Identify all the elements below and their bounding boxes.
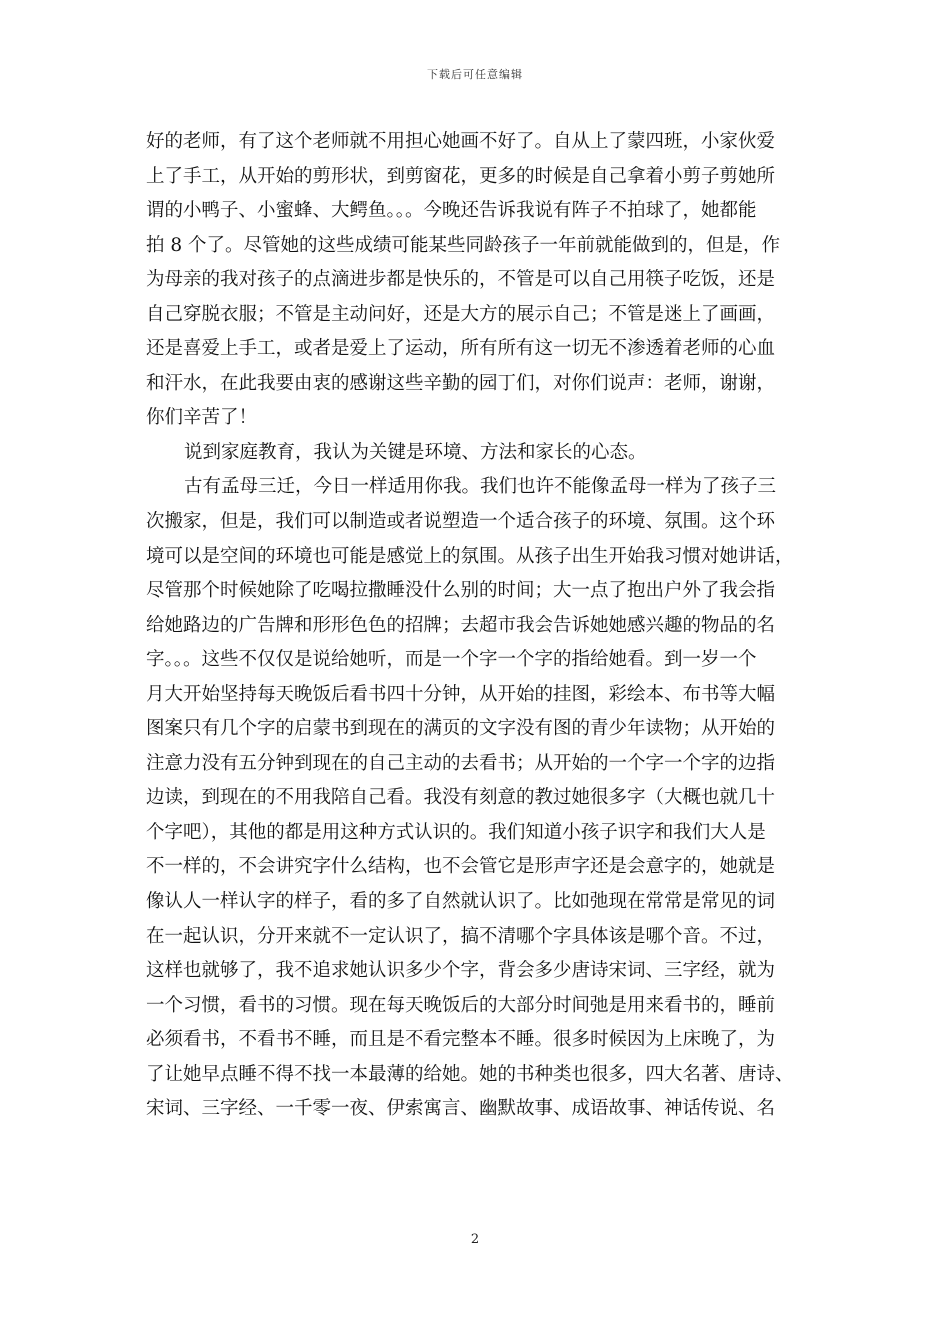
text-line: 为母亲的我对孩子的点滴进步都是快乐的，不管是可以自己用筷子吃饭，还是 bbox=[146, 269, 776, 291]
text-line: 上了手工，从开始的剪形状，到剪窗花，更多的时候是自己拿着小剪子剪她所 bbox=[146, 165, 776, 187]
document-body bbox=[146, 125, 810, 1127]
text-line: 这样也就够了，我不追求她认识多少个字，背会多少唐诗宋词、三字经，就为 bbox=[146, 960, 776, 982]
text-line: 必须看书，不看书不睡，而且是不看完整本不睡。很多时候因为上床晚了，为 bbox=[146, 1029, 776, 1051]
text-line: 了让她早点睡不得不找一本最薄的给她。她的书种类也很多，四大名著、唐诗、 bbox=[146, 1063, 794, 1085]
text-line: 境可以是空间的环境也可能是感觉上的氛围。从孩子出生开始我习惯对她讲话， bbox=[146, 545, 794, 567]
text-line: 在一起认识，分开来就不一定认识了，搞不清哪个字具体该是哪个音。不过， bbox=[146, 925, 776, 947]
text-line: 月大开始坚持每天晚饭后看书四十分钟，从开始的挂图，彩绘本、布书等大幅 bbox=[146, 683, 776, 705]
text-line: 字。。。这些不仅仅是说给她听，而是一个字一个字的指给她看。到一岁一个 bbox=[146, 649, 757, 671]
text-line: 一个习惯，看书的习惯。现在每天晚饭后的大部分时间弛是用来看书的，睡前 bbox=[146, 994, 776, 1016]
text-line: 像认人一样认字的样子，看的多了自然就认识了。比如弛现在常常是常见的词 bbox=[146, 891, 776, 913]
text-line: 谓的小鸭子、小蜜蜂、大鳄鱼。。。今晚还告诉我说有阵子不拍球了，她都能 bbox=[146, 200, 757, 222]
text-line: 给她路边的广告牌和形形色色的招牌；去超市我会告诉她她感兴趣的物品的名 bbox=[146, 614, 776, 636]
text-line: 次搬家，但是，我们可以制造或者说塑造一个适合孩子的环境、氛围。这个环 bbox=[146, 511, 776, 533]
text-line: 和汗水，在此我要由衷的感谢这些辛勤的园丁们，对你们说声：老师，谢谢， bbox=[146, 372, 776, 394]
text-line: 尽管那个时候她除了吃喝拉撒睡没什么别的时间；大一点了抱出户外了我会指 bbox=[146, 580, 776, 602]
text-line: 拍 8 个了。尽管她的这些成绩可能某些同龄孩子一年前就能做到的，但是，作 bbox=[146, 234, 781, 256]
text-line: 不一样的，不会讲究字什么结构，也不会管它是形声字还是会意字的，她就是 bbox=[146, 856, 776, 878]
text-line: 边读，到现在的不用我陪自己看。我没有刻意的教过她很多字（大概也就几十 bbox=[146, 787, 776, 809]
page-header: 下载后可任意编辑 bbox=[427, 68, 523, 81]
paragraph-first-line: 古有孟母三迁，今日一样适用你我。我们也许不能像孟母一样为了孩子三 bbox=[184, 476, 777, 498]
text-line: 还是喜爱上手工，或者是爱上了运动，所有所有这一切无不渗透着老师的心血 bbox=[146, 338, 776, 360]
text-line: 自己穿脱衣服；不管是主动问好，还是大方的展示自己；不管是迷上了画画， bbox=[146, 303, 776, 325]
text-line: 宋词、三字经、一千零一夜、伊索寓言、幽默故事、成语故事、神话传说、名 bbox=[146, 1098, 776, 1120]
text-line: 好的老师，有了这个老师就不用担心她画不好了。自从上了蒙四班，小家伙爱 bbox=[146, 131, 776, 152]
text-line: 图案只有几个字的启蒙书到现在的满页的文字没有图的青少年读物；从开始的 bbox=[146, 718, 776, 740]
paragraph-first-line: 说到家庭教育，我认为关键是环境、方法和家长的心态。 bbox=[184, 441, 647, 463]
text-line: 注意力没有五分钟到现在的自己主动的去看书；从开始的一个字一个字的边指 bbox=[146, 752, 776, 774]
page-number: 2 bbox=[470, 1232, 480, 1247]
text-line: 个字吧），其他的都是用这种方式认识的。我们知道小孩子识字和我们大人是 bbox=[146, 821, 766, 843]
text-line: 你们辛苦了！ bbox=[146, 407, 258, 429]
